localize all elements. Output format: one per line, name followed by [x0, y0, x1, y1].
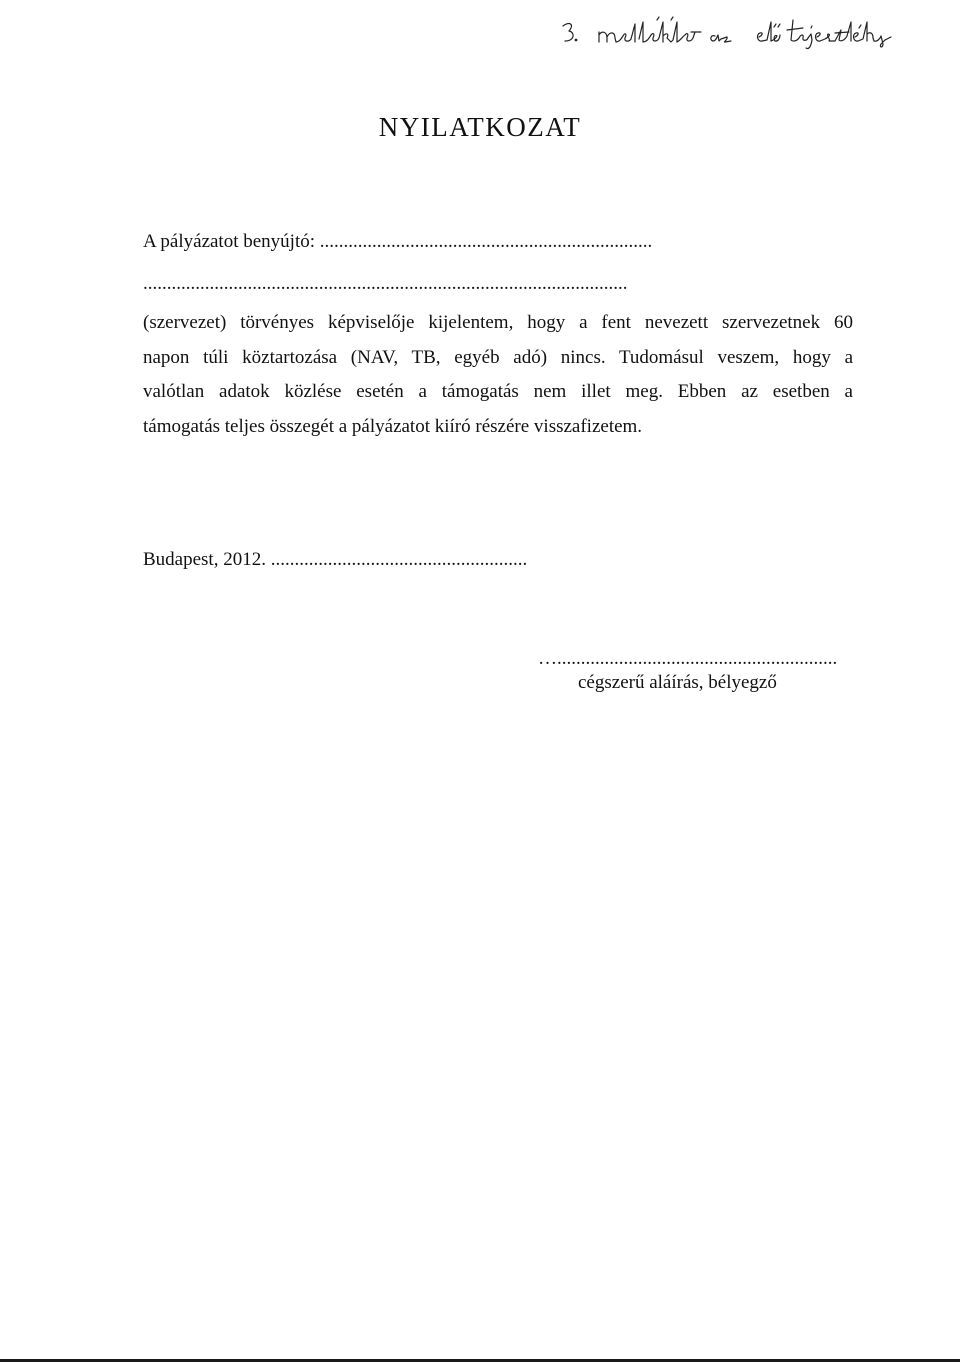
declaration-line: (szervezet) törvényes képviselője kijelentem, hogy a fent nevezett szervezetnek 60: [143, 312, 853, 333]
place-date-text: Budapest, 2012.: [143, 549, 266, 570]
place-date-field: [143, 549, 527, 571]
document-title: NYILATKOZAT: [378, 112, 582, 142]
handwritten-annotation: [555, 4, 955, 56]
applicant-label: A pályázatot benyújtó:: [143, 231, 316, 252]
declaration-paragraph: [143, 306, 853, 444]
applicant-field: [143, 231, 652, 253]
applicant-blank-line-continued: ......................................................................................................: [143, 273, 628, 294]
signature-label: cégszerű aláírás, bélyegző: [578, 672, 777, 693]
declaration-line: valótlan adatok közlése esetén a támogatás nem illet meg. Ebben az esetben a: [143, 381, 853, 403]
signature-blank-line: …...........................................................: [538, 648, 838, 669]
declaration-line: napon túli köztartozása (NAV, TB, egyéb adó) nincs. Tudomásul veszem, hogy a: [143, 346, 853, 368]
applicant-blank-line: ......................................................................: [319, 231, 653, 252]
date-blank-line: ......................................................: [270, 549, 528, 570]
declaration-line: támogatás teljes összegét a pályázatot kiíró részére visszafizetem.: [143, 415, 643, 437]
